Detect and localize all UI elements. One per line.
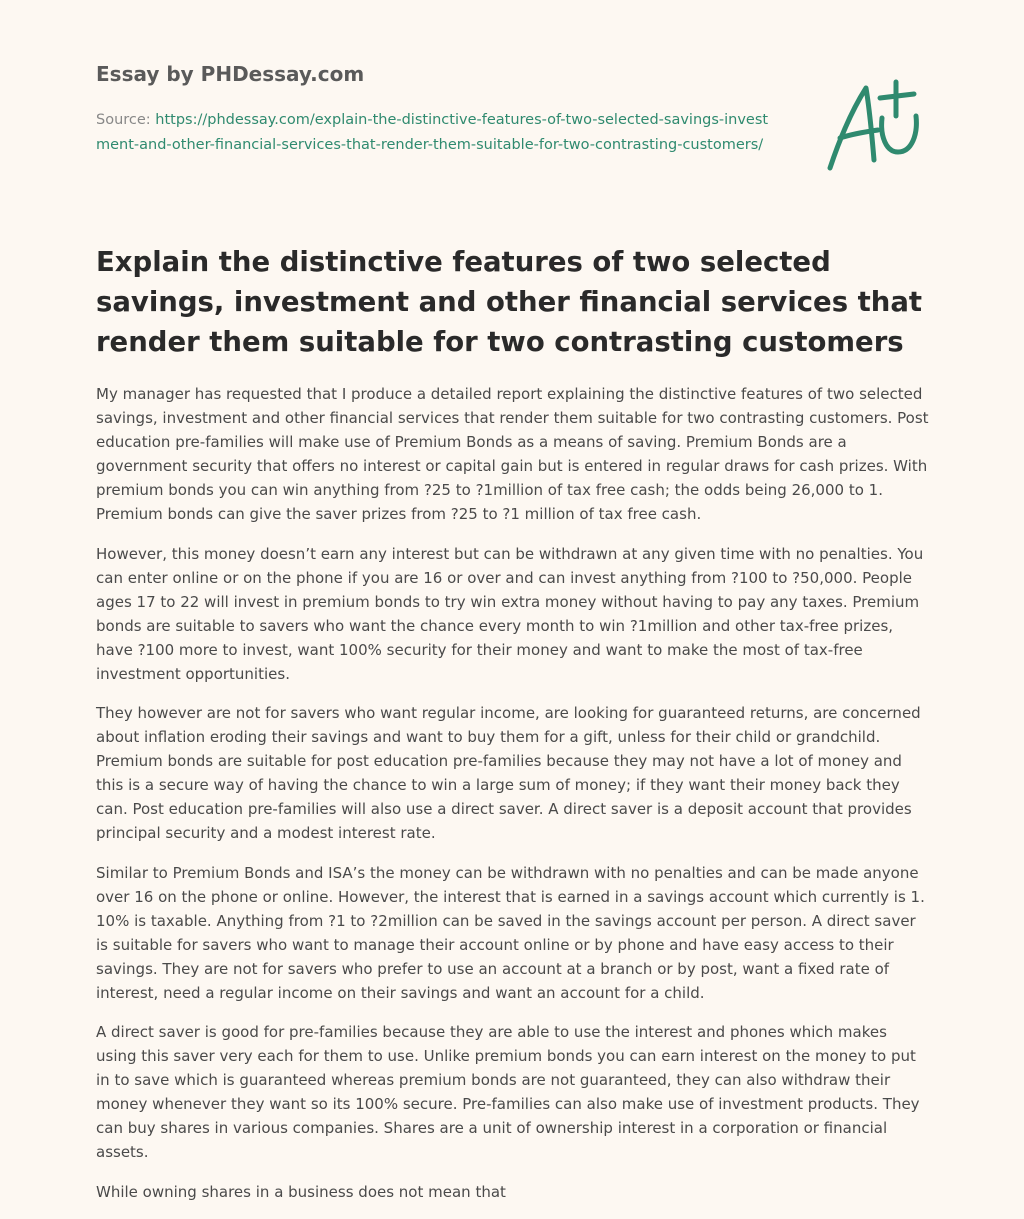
essay-body (96, 382, 932, 1219)
essay-paragraph: A direct saver is good for pre-families because they are able to use the interest and phones which makes using this saver very each for them to use. Unlike premium bonds you can earn interest on the money to put in to save which is guaranteed whereas premium bonds are not guaranteed, they can also withdraw their money whenever they want so its 100% secure. Pre-families can also make use of investment products. They can buy shares in various companies. Shares are a unit of ownership interest in a corporation or financial assets. (96, 1023, 920, 1161)
site-name: Essay by PHDessay.com (96, 62, 365, 86)
essay-paragraph: My manager has requested that I produce a detailed report explaining the distinctive features of two selected savings, investment and other financial services that render them suitable for two contrasting customers. Post education pre-families will make use of Premium Bonds as a means of saving. Premium Bonds are a government security that offers no interest or capital gain but is entered in regular draws for cash prizes. With premium bonds you can win anything from ?25 to ?1million of tax free cash; the odds being 26,000 to 1. Premium bonds can give the saver prizes from ?25 to ?1 million of tax free cash. (96, 385, 929, 523)
essay-paragraph: They however are not for savers who want regular income, are looking for guaranteed returns, are concerned about inflation eroding their savings and want to buy them for a gift, unless for their child or grandchild. Premium bonds are suitable for post education pre-families because they may not have a lot of money and this is a secure way of having the chance to win a large sum of money; if they want their money back they can. Post education pre-families will also use a direct saver. A direct saver is a deposit account that provides principal security and a modest interest rate. (96, 704, 921, 842)
essay-title: Explain the distinctive features of two selected savings, investment and other financial services that render them suitable for two contrasting customers (96, 246, 923, 358)
essay-paragraph: While owning shares in a business does not mean that (96, 1182, 506, 1201)
a-plus-logo-icon (818, 76, 930, 176)
essay-paragraph: Similar to Premium Bonds and ISA’s the money can be withdrawn with no penalties and can be made anyone over 16 on the phone or online. However, the interest that is earned in a savings account which currently is 1. 10% is taxable. Anything from ?1 to ?2million can be saved in the savings account per person. A direct saver is suitable for savers who want to manage their account online or by phone and have easy access to their savings. They are not for savers who prefer to use an account at a branch or by post, want a fixed rate of interest, need a regular income on their savings and want an account for a child. (96, 863, 925, 1002)
source-line (96, 108, 776, 158)
essay-paragraph: However, this money doesn’t earn any interest but can be withdrawn at any given time with no penalties. You can enter online or on the phone if you are 16 or over and can invest anything from ?100 to ?50,000. People ages 17 to 22 will invest in premium bonds to try win extra money without having to pay any taxes. Premium bonds are suitable to savers who want the chance every month to win ?1million and other tax-free prizes, have ?100 more to invest, want 100% security for their money and want to make the most of tax-free investment opportunities. (96, 544, 924, 683)
source-label: Source: (96, 112, 151, 128)
source-link[interactable]: https://phdessay.com/explain-the-distinctive-features-of-two-selected-savings-investment-and-other-financial-services-that-render-them-suitable-for-two-contrasting-customers/ (96, 112, 769, 153)
